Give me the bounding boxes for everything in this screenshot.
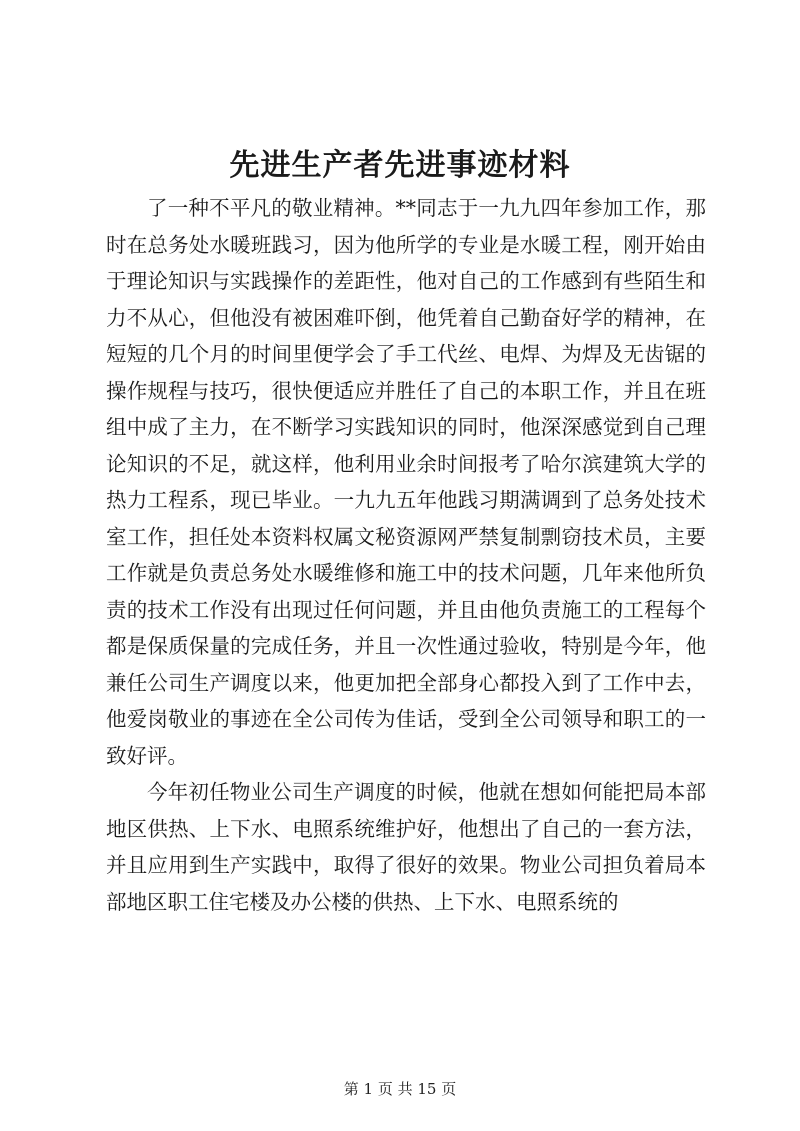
- paragraph-1: 了一种不平凡的敬业精神。**同志于一九九四年参加工作，那时在总务处水暖班践习，因为他所学的专业是水暖工程，刚开始由于理论知识与实践操作的差距性，他对自己的工作感到有些陌生和力不从心，但他没有被困难吓倒，他凭着自己勤奋好学的精神，在短短的几个月的时间里便学会了手工代丝、电焊、为焊及无齿锯的操作规程与技巧，很快便适应并胜任了自己的本职工作，并且在班组中成了主力，在不断学习实践知识的同时，他深深感觉到自己理论知识的不足，就这样，他利用业余时间报考了哈尔滨建筑大学的热力工程系，现已毕业。一九九五年他践习期满调到了总务处技术室工作，担任处本资料权属文秘资源网严禁复制剽窃技术员，主要工作就是负责总务处水暖维修和施工中的技术问题，几年来他所负责的技术工作没有出现过任何问题，并且由他负责施工的工程每个都是保质保量的完成任务，并且一次性通过验收，特别是今年，他兼任公司生产调度以来，他更加把全部身心都投入到了工作中去，他爱岗敬业的事迹在全公司传为佳话，受到全公司领导和职工的一致好评。: [106, 196, 706, 768]
- paragraph-2: 今年初任物业公司生产调度的时候，他就在想如何能把局本部地区供热、上下水、电照系统维护好，他想出了自己的一套方法，并且应用到生产实践中，取得了很好的效果。物业公司担负着局本部地区职工住宅楼及办公楼的供热、上下水、电照系统的: [106, 780, 706, 914]
- page-footer: 第 1 页 共 15 页: [343, 1080, 457, 1098]
- document-title: 先进生产者先进事迹材料: [229, 148, 571, 183]
- document-body: [106, 190, 706, 920]
